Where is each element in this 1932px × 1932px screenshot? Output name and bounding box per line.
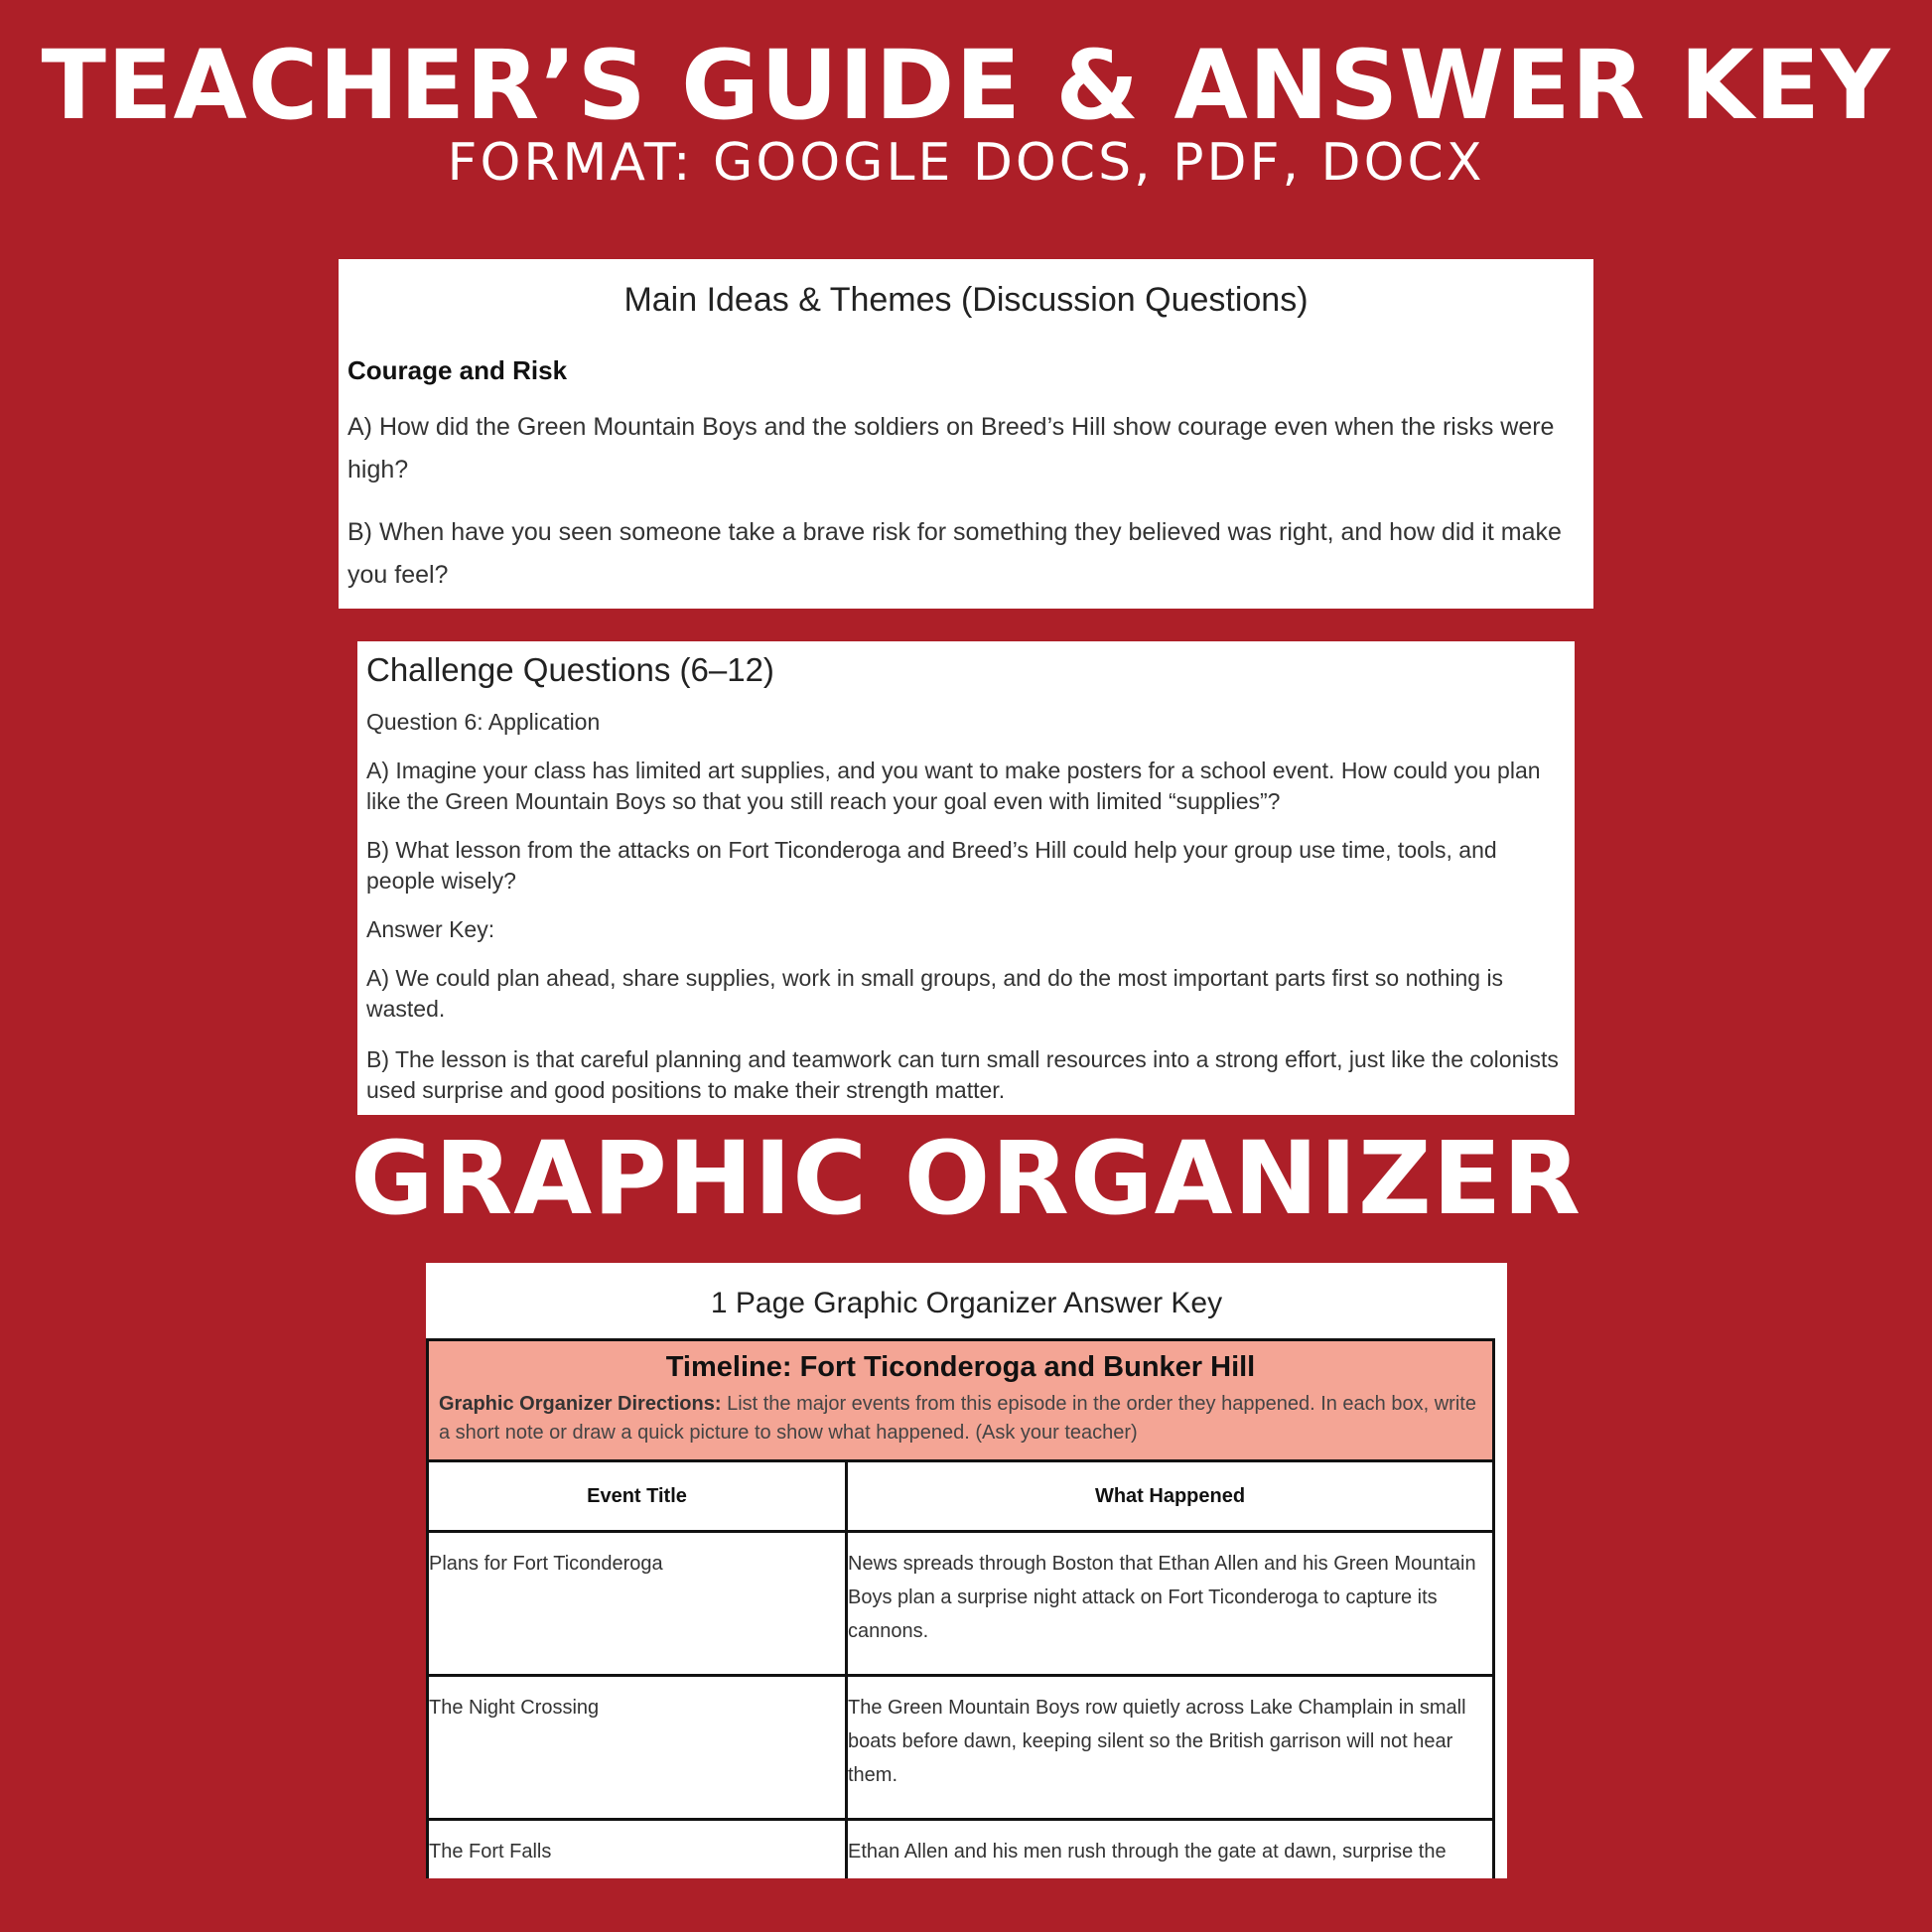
organizer-card-title: 1 Page Graphic Organizer Answer Key — [710, 1287, 1223, 1319]
answer-b: B) The lesson is that careful planning and teamwork can turn small resources into a strong effort, just like the colonists used surprise and good positions to make their strength matter. — [366, 1046, 1559, 1103]
table-row — [428, 1532, 1494, 1676]
table-row — [428, 1820, 1494, 1879]
discussion-question-b: B) When have you seen someone take a brave risk for something they believed was right, and how did it make you feel? — [347, 518, 1562, 589]
discussion-card-title: Main Ideas & Themes (Discussion Questions) — [623, 281, 1309, 319]
organizer-directions — [439, 1390, 1482, 1448]
event-cell: The Night Crossing — [428, 1676, 847, 1820]
challenge-card-title: Challenge Questions (6–12) — [366, 651, 774, 688]
directions-label: Graphic Organizer Directions: — [439, 1393, 722, 1415]
what-happened-cell: The Green Mountain Boys row quietly across Lake Champlain in small boats before dawn, keeping silent so the British garrison will not hear them. — [847, 1676, 1494, 1820]
main-title: TEACHER’S GUIDE & ANSWER KEY — [41, 30, 1891, 141]
challenge-question-label: Question 6: Application — [366, 709, 601, 735]
challenge-question-b: B) What lesson from the attacks on Fort Ticonderoga and Breed’s Hill could help your group use time, tools, and people wisely? — [366, 837, 1497, 894]
what-happened-cell: Ethan Allen and his men rush through the gate at dawn, surprise the — [847, 1820, 1494, 1879]
timeline-table — [426, 1338, 1495, 1878]
discussion-subhead: Courage and Risk — [347, 355, 568, 385]
discussion-questions-card — [339, 259, 1593, 609]
challenge-questions-card — [357, 641, 1575, 1115]
format-subtitle: FORMAT: GOOGLE DOCS, PDF, DOCX — [447, 133, 1485, 193]
column-header-event-title: Event Title — [428, 1461, 847, 1532]
what-happened-cell: News spreads through Boston that Ethan Allen and his Green Mountain Boys plan a surprise night attack on Fort Ticonderoga to capture its cannons. — [847, 1532, 1494, 1676]
answer-key-label: Answer Key: — [366, 916, 495, 942]
challenge-question-a: A) Imagine your class has limited art supplies, and you want to make posters for a school event. How could you plan like the Green Mountain Boys so that you still reach your goal even with limited “supplies”? — [366, 758, 1541, 814]
answer-a: A) We could plan ahead, share supplies, work in small groups, and do the most important parts first so nothing is wasted. — [366, 965, 1504, 1022]
directions-text: List the major events from this episode in the order they happened. In each box, write a short note or draw a quick picture to show what happened. (Ask your teacher) — [439, 1393, 1476, 1444]
event-cell: The Fort Falls — [428, 1820, 847, 1879]
event-cell: Plans for Fort Ticonderoga — [428, 1532, 847, 1676]
timeline-banner — [428, 1340, 1494, 1461]
timeline-title: Timeline: Fort Ticonderoga and Bunker Hill — [665, 1351, 1256, 1383]
column-header-what-happened: What Happened — [847, 1461, 1494, 1532]
discussion-question-a: A) How did the Green Mountain Boys and the soldiers on Breed’s Hill show courage even when the risks were high? — [347, 413, 1555, 483]
graphic-organizer-card — [426, 1263, 1507, 1878]
graphic-organizer-heading: GRAPHIC ORGANIZER — [349, 1120, 1583, 1238]
table-row — [428, 1676, 1494, 1820]
